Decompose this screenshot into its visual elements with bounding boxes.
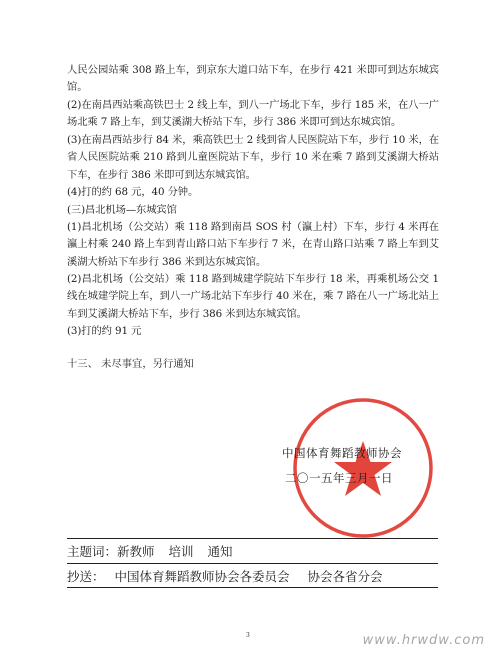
- signature-date: 二〇一五年三月一日: [285, 471, 393, 485]
- route-paragraph: (1)昌北机场（公交站）乘 118 路到南昌 SOS 村（瀛上村）下车，步行 4 米再在瀛上村乘 240 路上车到青山路口站下车步行 7 米，在青山路口站乘 7 路上车到艾溪湖大桥站下车步行 386 米到达东城宾馆。: [67, 221, 439, 268]
- official-seal: [290, 395, 436, 541]
- footer-divider: [67, 587, 438, 588]
- cc-item: 协会各省分会: [307, 569, 383, 584]
- keywords-line: [67, 542, 233, 560]
- keyword: 培训: [168, 544, 194, 559]
- section-heading: (三)昌北机场—东城宾馆: [67, 204, 177, 216]
- footer-divider: [67, 563, 438, 564]
- route-paragraph: (3)打的约 91 元: [67, 325, 142, 337]
- route-paragraph: (3)在南昌西站步行 84 米，乘高铁巴士 2 线到省人民医院站下车，步行 10 米，在省人民医院站乘 210 路到儿童医院站下车，步行 10 米在乘 7 路到艾溪湖大桥站下车，在步行 386 米即可到达东城宾馆。: [67, 134, 439, 181]
- cc-item: 中国体育舞蹈教师协会各委员会: [114, 569, 290, 584]
- keyword: 新教师: [117, 544, 155, 559]
- page-number: 3: [246, 632, 250, 639]
- cc-line: [67, 567, 383, 585]
- site-watermark: www.hrwdw.com: [362, 633, 485, 648]
- section-13-text: 十三、 未尽事宜，另行通知: [67, 358, 194, 370]
- route-paragraph: (4)打的约 68 元，40 分钟。: [67, 186, 199, 198]
- route-paragraph: 人民公园站乘 308 路上车，到京东大道口站下车，在步行 421 米即可到达东城宾馆。: [67, 64, 439, 94]
- keywords-label: 主题词：: [67, 544, 118, 559]
- cc-label: 抄送：: [67, 569, 105, 584]
- signature-organization: 中国体育舞蹈教师协会: [282, 446, 402, 460]
- route-paragraph: (2)在南昌西站乘高铁巴士 2 线上车，到八一广场北下车，步行 185 米，在八一广场北乘 7 路上车，到艾溪湖大桥站下车，步行 386 米即可到达东城宾馆。: [67, 99, 439, 129]
- keyword: 通知: [207, 544, 233, 559]
- footer-divider: [67, 538, 438, 539]
- route-paragraph: (2)昌北机场（公交站）乘 118 路到城建学院站下车步行 18 米，再乘机场公交 1 线在城建学院上车，到八一广场北站下车步行 40 米在，乘 7 路在八一广场北站上车到艾溪湖大桥站下车，步行 386 米到达东城宾馆。: [67, 273, 439, 320]
